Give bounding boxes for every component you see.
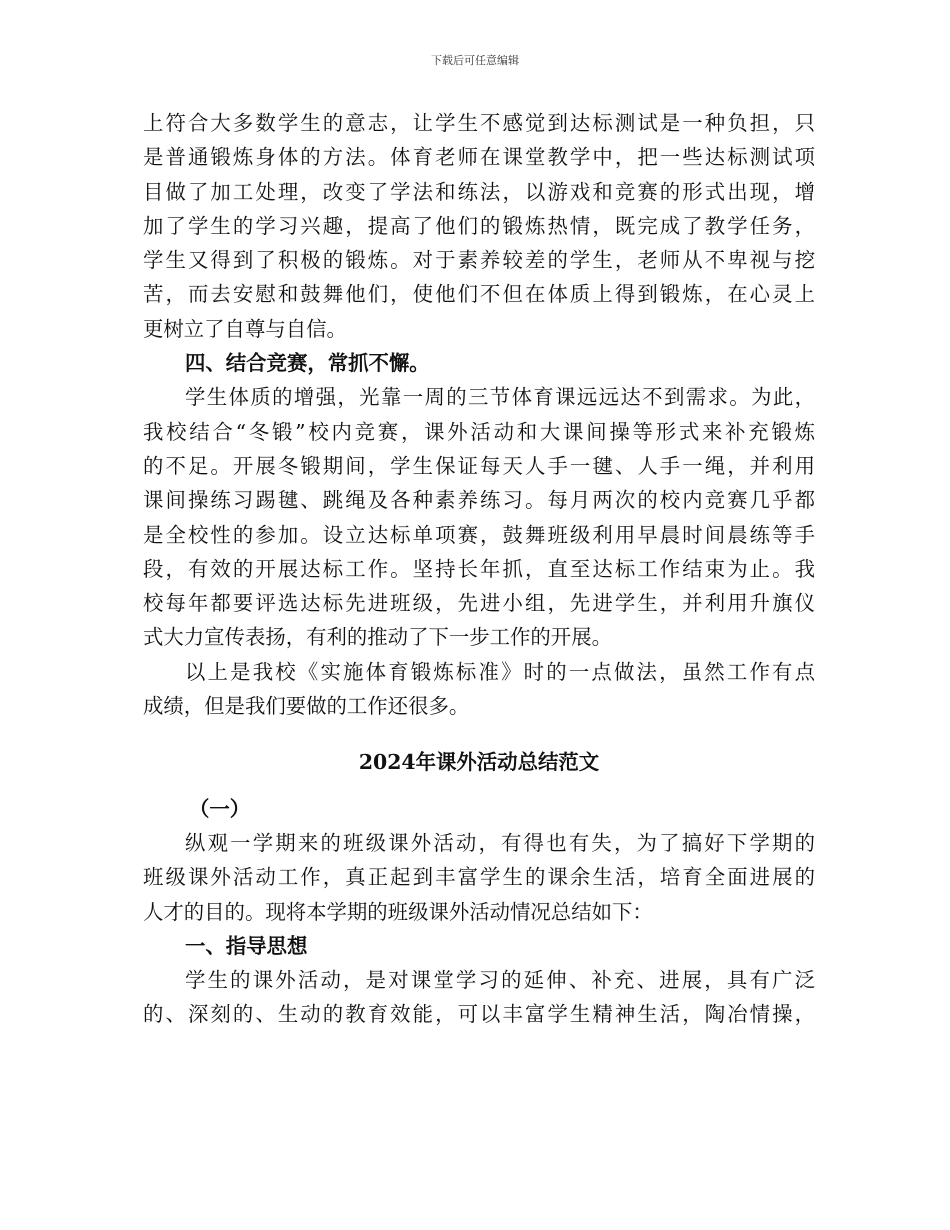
text-line: 人才的目的。现将本学期的班级课外活动情况总结如下： [143, 899, 653, 924]
text-line: 以上是我校《实施体育锻炼标准》时的一点做法，虽然工作有点 [185, 659, 815, 684]
document-title: 2024年课外活动总结范文 [358, 750, 600, 775]
text-line: 苦，而去安慰和鼓舞他们，使他们不但在体质上得到锻炼，在心灵上 [143, 282, 815, 307]
text-line: 更树立了自尊与自信。 [143, 316, 347, 341]
subtitle: （一） [189, 796, 251, 821]
text-line: 班级课外活动工作，真正起到丰富学生的课余生活，培育全面进展的 [143, 865, 815, 890]
text-line: 是普通锻炼身体的方法。体育老师在课堂教学中，把一些达标测试项 [143, 145, 815, 170]
paragraph-intro [143, 826, 815, 929]
page-header: 下载后可任意编辑 [431, 54, 519, 67]
text-line: 的、深刻的、生动的教育效能，可以丰富学生精神生活，陶冶情操， [143, 1002, 815, 1027]
text-line: 纵观一学期来的班级课外活动，有得也有失，为了搞好下学期的 [185, 830, 815, 855]
text-line: 式大力宣传表扬，有利的推动了下一步工作的开展。 [143, 625, 612, 650]
text-line: 的不足。开展冬锻期间，学生保证每天人手一毽、人手一绳，并利用 [143, 453, 815, 478]
text-line: 是全校性的参加。设立达标单项赛，鼓舞班级利用早晨时间晨练等手 [143, 522, 815, 547]
text-line: 学生的课外活动，是对课堂学习的延伸、补充、进展，具有广泛 [185, 968, 815, 993]
text-line: 上符合大多数学生的意志，让学生不感觉到达标测试是一种负担，只 [143, 111, 815, 135]
paragraph-continuation [143, 106, 815, 346]
text-line: 目做了加工处理，改变了学法和练法，以游戏和竞赛的形式出现，增 [143, 179, 815, 204]
text-line: 学生又得到了积极的锻炼。对于素养较差的学生，老师从不卑视与挖 [143, 248, 815, 273]
paragraph-conclusion [143, 655, 815, 724]
text-line: 加了学生的学习兴趣，提高了他们的锻炼热情，既完成了教学任务， [143, 213, 815, 238]
text-line: 段，有效的开展达标工作。坚持长年抓，直至达标工作结束为止。我 [143, 556, 815, 581]
text-line: 课间操练习踢毽、跳绳及各种素养练习。每月两次的校内竞赛几乎都 [143, 488, 815, 513]
text-line: 我校结合“冬锻”校内竞赛，课外活动和大课间操等形式来补充锻炼 [143, 419, 815, 444]
text-line: 成绩，但是我们要做的工作还很多。 [143, 694, 470, 719]
document-body [143, 106, 815, 1032]
text-line: 校每年都要评选达标先进班级，先进小组，先进学生，并利用升旗仪 [143, 591, 815, 616]
paragraph-competition [143, 380, 815, 654]
text-line: 学生体质的增强，光靠一周的三节体育课远远达不到需求。为此， [185, 385, 815, 410]
section-heading: 一、指导思想 [185, 933, 308, 958]
section-heading: 四、结合竞赛，常抓不懈。 [185, 351, 430, 376]
paragraph-guidance [143, 963, 815, 1032]
